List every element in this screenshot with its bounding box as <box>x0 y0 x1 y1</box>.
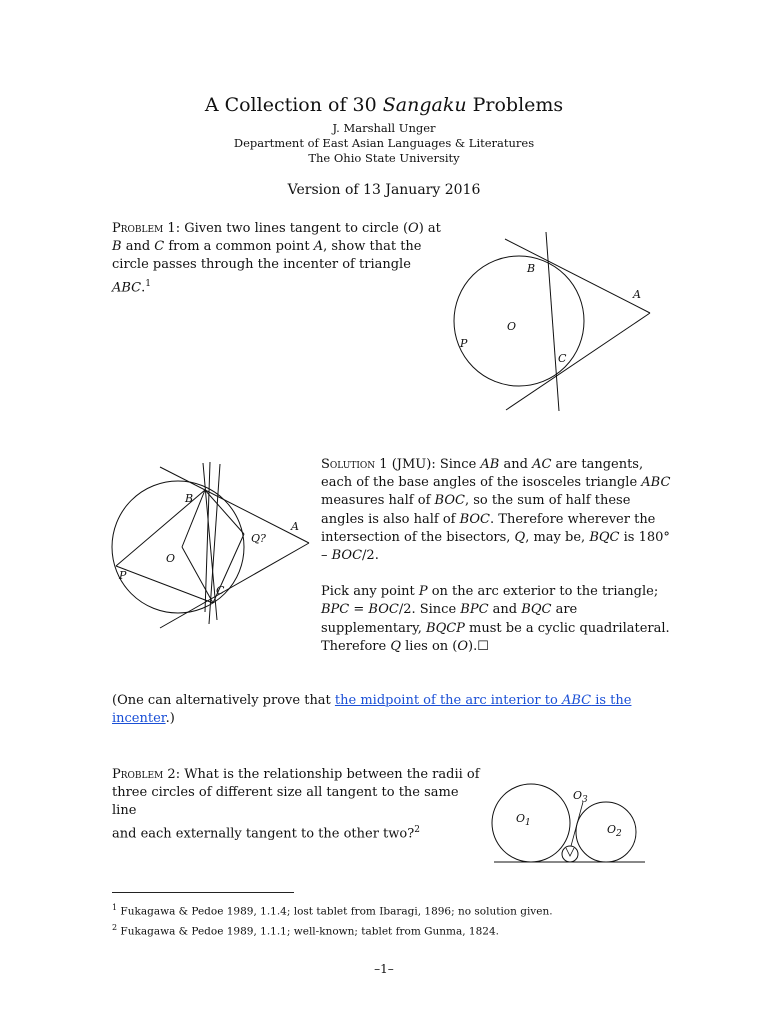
fig1-label-P: P <box>460 337 468 350</box>
university: The Ohio State University <box>308 151 460 165</box>
version-line: Version of 13 January 2016 <box>287 182 481 198</box>
page-number: –1– <box>374 962 394 976</box>
footnote-ref-2[interactable]: 2 <box>414 824 420 835</box>
qed-box: ☐ <box>477 638 489 654</box>
footnote-1: $^1$ Fukagawa & Pedoe 1989, 1.1.4; lost tablet from Ibaragi, 1896; no solution given. <box>112 903 553 918</box>
fig3-circle-O2 <box>576 802 636 862</box>
problem-2-label: Problem 2 <box>112 767 176 782</box>
svg-text:O3: $O_3$ <box>573 789 588 805</box>
fig2-label-A: A <box>291 520 299 533</box>
footnote-rule <box>112 892 294 893</box>
fig3-label-O1: O <box>516 812 526 825</box>
fig2-label-B: B <box>185 492 194 505</box>
fig1-label-O: O <box>507 320 517 333</box>
footnotes <box>112 900 672 939</box>
fig1-label-C: C <box>558 352 567 365</box>
fig2-label-C: C <box>216 584 225 597</box>
alternative-note: (One can alternatively prove that the midpoint of the arc interior to ABC is the incenter.) <box>112 693 632 727</box>
fig3-label-O3: O <box>573 789 583 802</box>
fig3-radius-mark <box>566 848 574 856</box>
footnote-ref-1[interactable]: 1 <box>145 278 152 289</box>
fig2-label-O: O <box>166 552 176 565</box>
svg-text:O1: $O_1$ <box>516 812 531 828</box>
fig3-circle-O3 <box>562 846 578 862</box>
midpoint-link[interactable]: the midpoint of the arc interior to ABC is the <box>334 693 632 708</box>
title-italic: Sangaku <box>382 94 467 116</box>
fig3-circle-O1 <box>492 784 570 862</box>
solution-1-label: Solution 1 <box>321 457 388 472</box>
problem-1-label: Problem 1 <box>112 221 176 236</box>
fig1-label-A: A <box>633 288 641 301</box>
fig2-label-Q: Q? <box>251 532 266 545</box>
title-text: A Collection of 30 <box>204 94 383 116</box>
title-text-end: Problems <box>466 94 564 116</box>
footnote-2: $^2$ Fukagawa & Pedoe 1989, 1.1.1; well-known; tablet from Gunma, 1824. <box>112 922 499 937</box>
fig1-label-B: B <box>527 262 536 275</box>
svg-text:O2: $O_2$ <box>607 823 622 839</box>
problem-1: Problem 1: Given two lines tangent to circle (O) at B and C from a common point A, show that the circle passes through the incenter of triangle ABC.$^1$ <box>112 221 441 295</box>
problem-2: Problem 2: What is the relationship between the radii of three circles of different size all tangent to the same line and each externally tangent to the other two?$^2$ <box>112 767 480 841</box>
fig3-label-O2: O <box>607 823 617 836</box>
incenter-link[interactable]: incenter <box>112 711 166 727</box>
author: J. Marshall Unger <box>332 121 436 135</box>
solution-1: Solution 1 (JMU): Since AB and AC are tangents, each of the base angles of the isosceles triangle ABC measures half of BOC, so the sum of half these angles is also half of BOC. Therefore wherever the intersection of the bisectors, Q, may be, BQC is 180° – BOC/2. Pick any point P on the arc exterior to the triangle; BPC = BOC/2. Since BPC and BQC are supplementary, BQCP must be a cyclic quadrilateral. Therefore Q lies on (O).☐ <box>321 457 671 654</box>
fig2-label-P: P <box>119 569 127 582</box>
department: Department of East Asian Languages & Literatures <box>233 136 535 150</box>
